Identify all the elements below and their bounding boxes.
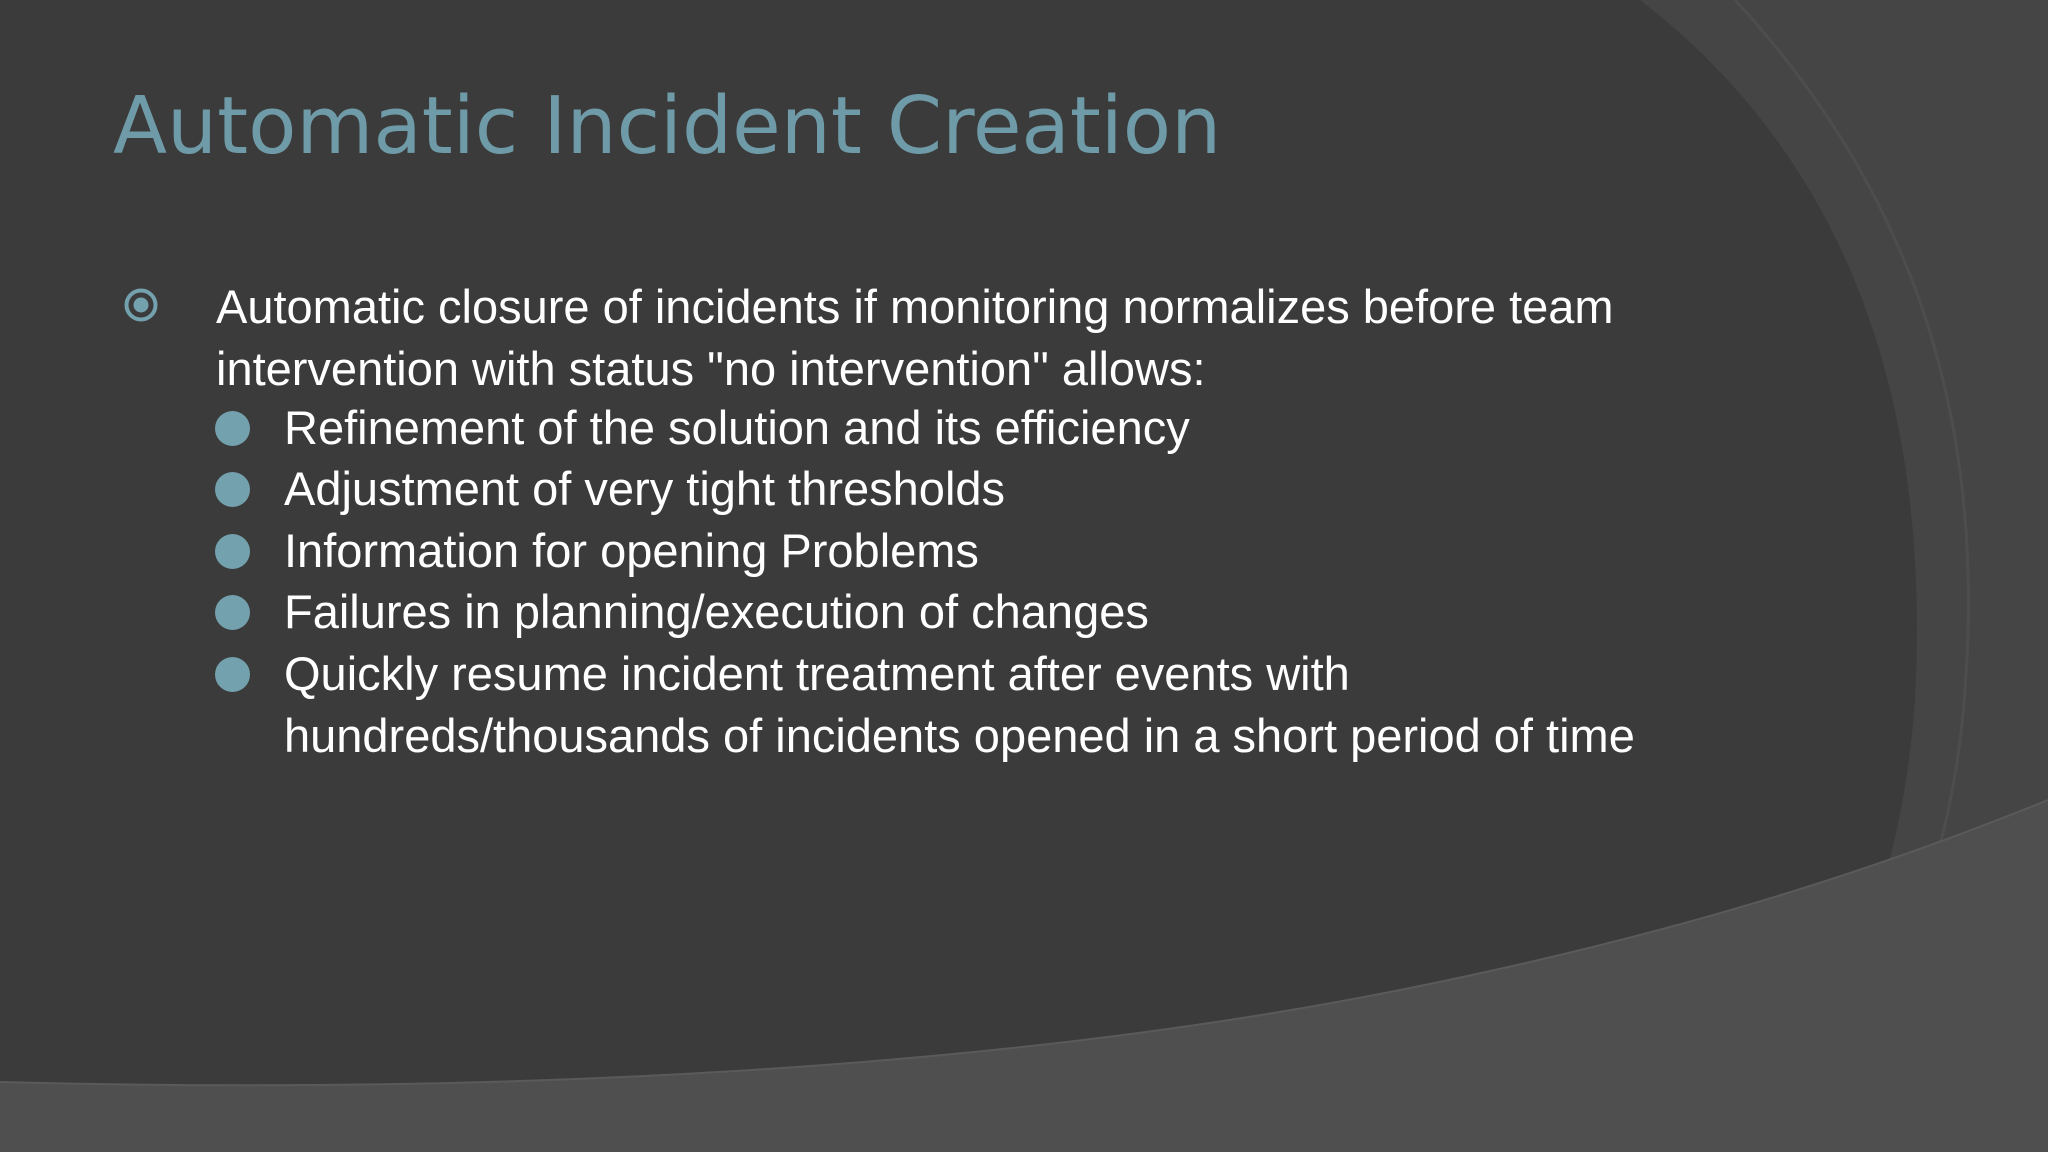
- sub-bullet-item: Information for opening Problems: [284, 524, 979, 577]
- filled-circle-bullet-icon: [215, 657, 250, 692]
- sub-bullet-item: Quickly resume incident treatment after events with hundreds/thousands of incidents opened in a short period of time: [284, 647, 1635, 762]
- filled-circle-bullet-icon: [215, 534, 250, 569]
- sub-bullet-item: Adjustment of very tight thresholds: [284, 462, 1006, 515]
- filled-circle-bullet-icon: [215, 411, 250, 446]
- sub-bullet-item: Refinement of the solution and its efficiency: [284, 401, 1190, 454]
- filled-circle-bullet-icon: [215, 595, 250, 630]
- filled-circle-bullet-icon: [215, 472, 250, 507]
- sub-bullet-item: Failures in planning/execution of changes: [284, 585, 1149, 638]
- target-circle-bullet-icon: [123, 287, 159, 323]
- slide-title: Automatic Incident Creation: [113, 80, 1222, 172]
- main-bullet-text: Automatic closure of incidents if monitoring normalizes before team intervention with status "no intervention" allows:: [216, 280, 1614, 395]
